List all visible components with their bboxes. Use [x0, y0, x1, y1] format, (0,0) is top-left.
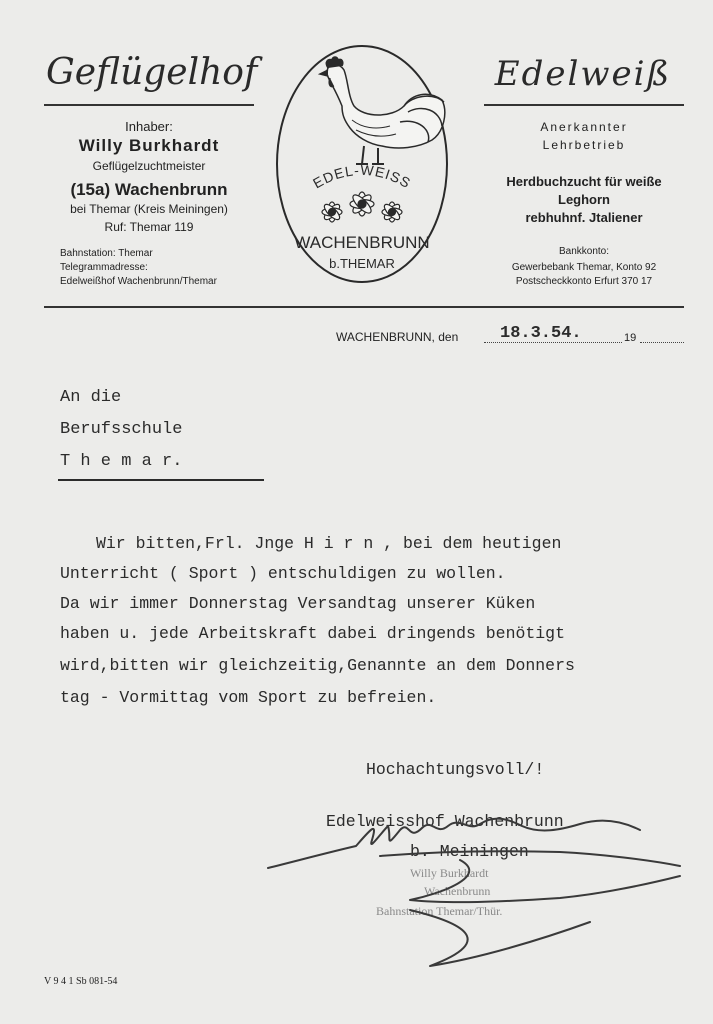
header-rule	[44, 306, 684, 308]
body-line-3: Da wir immer Donnerstag Versandtag unserer Küken	[60, 594, 536, 613]
year-underline	[640, 342, 684, 343]
rooster-emblem	[272, 36, 452, 288]
right-title-rule	[484, 104, 684, 106]
date-value: 18.3.54.	[500, 324, 582, 343]
owner-name: Willy Burkhardt	[78, 136, 220, 155]
telegram-address: Edelweißhof Wachenbrunn/Themar	[60, 276, 217, 287]
rooster-icon	[320, 57, 445, 164]
address-underline	[58, 479, 264, 481]
dateline-prefix: WACHENBRUNN, den	[336, 330, 459, 344]
dateline-year: 19	[624, 332, 637, 344]
left-title-rule	[44, 104, 254, 106]
bank-line-1: Gewerbebank Themar, Konto 92	[511, 262, 657, 273]
recognized-line-2: Lehrbetrieb	[542, 138, 626, 152]
region: bei Themar (Kreis Meiningen)	[70, 202, 228, 216]
body-line-4: haben u. jede Arbeitskraft dabei dringends benötigt	[60, 624, 565, 643]
body-line-2: Unterricht ( Sport ) entschuldigen zu wollen.	[60, 564, 506, 583]
closing-sender-2: b. Meiningen	[410, 842, 529, 861]
closing-greeting: Hochachtungsvoll/!	[366, 760, 545, 779]
owner-title: Geflügelzuchtmeister	[92, 159, 206, 173]
bank-label: Bankkonto:	[558, 246, 610, 257]
address-line-2: Berufsschule	[60, 420, 183, 439]
owner-label: Inhaber:	[125, 119, 173, 134]
footer-code: V 9 4 1 Sb 081-54	[44, 976, 118, 987]
address-line-3: T h e m a r.	[60, 452, 183, 471]
closing-sender-1: Edelweisshof Wachenbrunn	[326, 812, 564, 831]
emblem-town: WACHENBRUNN	[294, 233, 430, 252]
handwritten-signature	[260, 790, 700, 980]
left-title: Geflügelhof	[46, 52, 258, 93]
body-line-6: tag - Vormittag vom Sport zu befreien.	[60, 688, 437, 707]
right-title: Edelweiß	[494, 54, 672, 94]
emblem-sub: b.THEMAR	[329, 256, 395, 271]
address-line-1: An die	[60, 388, 122, 407]
breeding-line-1: Herdbuchzucht für weiße	[506, 174, 662, 189]
stamp-line-3: Bahnstation Themar/Thür.	[376, 904, 503, 918]
body-line-1: Wir bitten,Frl. Jnge H i r n , bei dem heutigen	[96, 534, 562, 553]
breeding-line-2: Leghorn	[558, 192, 610, 207]
body-line-5: wird,bitten wir gleichzeitig,Genannte an dem Donners	[60, 656, 575, 675]
edelweiss-flowers-icon	[322, 192, 402, 222]
bank-line-2: Postscheckkonto Erfurt 370 17	[515, 276, 653, 287]
town: (15a) Wachenbrunn	[70, 180, 228, 199]
stamp-line-1: Willy Burkhardt	[410, 866, 489, 880]
telegram-label: Telegrammadresse:	[60, 262, 148, 273]
emblem-arc-text: EDEL-WEISS	[310, 161, 414, 192]
stamp-line-2: Wachenbrunn	[424, 884, 491, 898]
breeding-line-3: rebhuhnf. Jtaliener	[525, 210, 643, 225]
station: Bahnstation: Themar	[60, 248, 153, 259]
phone: Ruf: Themar 119	[104, 220, 194, 234]
recognized-line-1: Anerkannter	[540, 120, 628, 134]
